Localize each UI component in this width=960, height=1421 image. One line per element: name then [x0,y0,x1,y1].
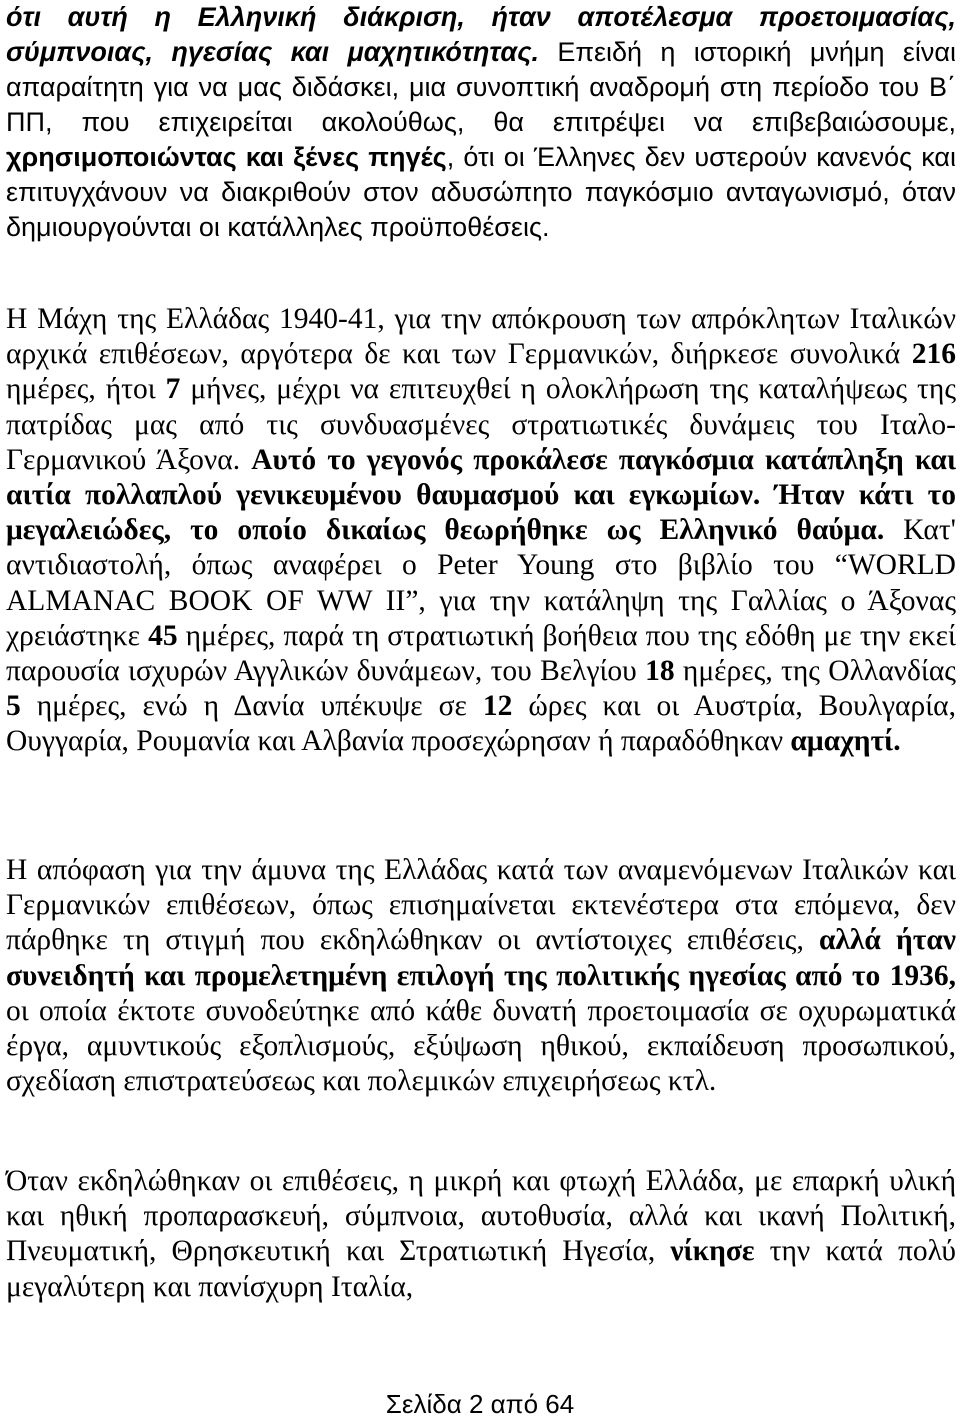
body-text: την κατά πολύ μεγαλύτερη και πανίσχυρη Ιταλία, [6,1235,956,1303]
page-number-footer: Σελίδα 2 από 64 [385,1389,575,1419]
body-text: μήνες, μέχρι να επιτευχθεί η ολοκλήρωση της καταλήψεως της πατρίδας μας από τις συνδυασμένες στρατιωτικές δυνάμεις του Ιταλο-Γερμανικού Άξονα. [6,373,957,476]
body-text: ημέρες, ήτοι [6,373,166,406]
emphasis-text: χρησιμοποιώντας και ξένες πηγές [6,142,447,172]
body-text: ώρες και οι Αυστρία, Βουλγαρία, Ουγγαρία, Ρουμανία και Αλβανία προσεχώρησαν ή παραδόθηκαν [6,690,956,758]
emphasis-text: αλλά ήταν συνειδητή και προμελετημένη επιλογή της πολιτικής ηγεσίας από το 1936, [6,924,956,992]
body-text: ημέρες, της Ολλανδίας [674,655,956,688]
body-text: Η Μάχη της Ελλάδας 1940-41, για την απόκρουση των απρόκλητων Ιταλικών αρχικά επιθέσεων, αργότερα δε και των Γερμανικών, διήρκεσε συνολικά [6,303,956,371]
paragraph-intro [6,0,956,245]
body-text: , ότι οι Έλληνες δεν υστερούν κανενός και επιτυγχάνουν να διακριθούν στον αδυσώπητο παγκόσμιο ανταγωνισμό, όταν δημιουργούνται οι κατάλληλες προϋποθέσεις. [6,142,956,242]
emphasis-text: Αυτό το γεγονός προκάλεσε παγκόσμια κατάπληξη και αιτία πολλαπλού γενικευμένου θαυμασμού και εγκωμίων. Ήταν κάτι το μεγαλειώδες, το οποίο δικαίως θεωρήθηκε ως Ελληνικό θαύμα. [6,443,956,547]
emphasis-text: νίκησε [670,1235,755,1268]
body-text: Επειδή η ιστορική μνήμη είναι απαραίτητη για να μας διδάσκει, μια συνοπτική αναδρομή στη περίοδο του Β΄ ΠΠ, που επιχειρείται ακολούθως, θα επιτρέψει να επιβεβαιώσουμε, [6,37,956,137]
body-text: Όταν εκδηλώθηκαν οι επιθέσεις, η μικρή και φτωχή Ελλάδα, με επαρκή υλική και ηθική προπαρασκευή, σύμπνοια, αυτοθυσία, αλλά και ικανή Πολιτική, Πνευματική, Θρησκευτική και Στρατιωτική Ηγεσία, [6,1165,956,1268]
paragraph-defense-decision [6,853,956,1099]
paragraph-battle-of-greece [6,302,956,760]
body-text: οι οποία έκτοτε συνοδεύτηκε από κάθε δυνατή προετοιμασία σε οχυρωματικά έργα, αμυντικούς εξοπλισμούς, εξύψωση ηθικού, εκπαίδευση προσωπικού, σχεδίαση επιστρατεύσεως και πολεμικών επιχειρήσεως κτλ. [6,994,956,1098]
number-text: 18 [645,655,675,688]
emphasis-text: αμαχητί. [790,725,901,758]
number-text: 7 [165,373,181,406]
body-text: ημέρες, ενώ η Δανία υπέκυψε σε [20,690,483,723]
number-text: 216 [911,338,956,371]
body-text: Η απόφαση για την άμυνα της Ελλάδας κατά των αναμενόμενων Ιταλικών και Γερμανικών επιθέσεων, όπως επισημαίνεται εκτενέστερα στα επόμενα, δεν πάρθηκε τη στιγμή που εκδηλώθηκαν οι αντίστοιχες επιθέσεις, [6,854,956,957]
number-text: 5 [6,690,21,723]
body-text: ημέρες, παρά τη στρατιωτική βοήθεια που της εδόθη με την εκεί παρουσία ισχυρών Αγγλικών δυνάμεων, του Βελγίου [6,619,956,688]
body-text: Κατ' αντιδιαστολή, όπως αναφέρει ο Peter Young στο βιβλίο του “WORLD ALMANAC BOOK OF WW II”, για την κατάληψη της Γαλλίας ο Άξονας χρειάστηκε [6,514,956,652]
paragraph-victory [6,1164,956,1305]
number-text: 45 [148,619,178,652]
emphasis-text: ότι αυτή η Ελληνική διάκριση, ήταν αποτέλεσμα προετοιμασίας, σύμπνοιας, ηγεσίας και μαχητικότητας. [6,2,956,67]
number-text: 12 [482,690,513,723]
